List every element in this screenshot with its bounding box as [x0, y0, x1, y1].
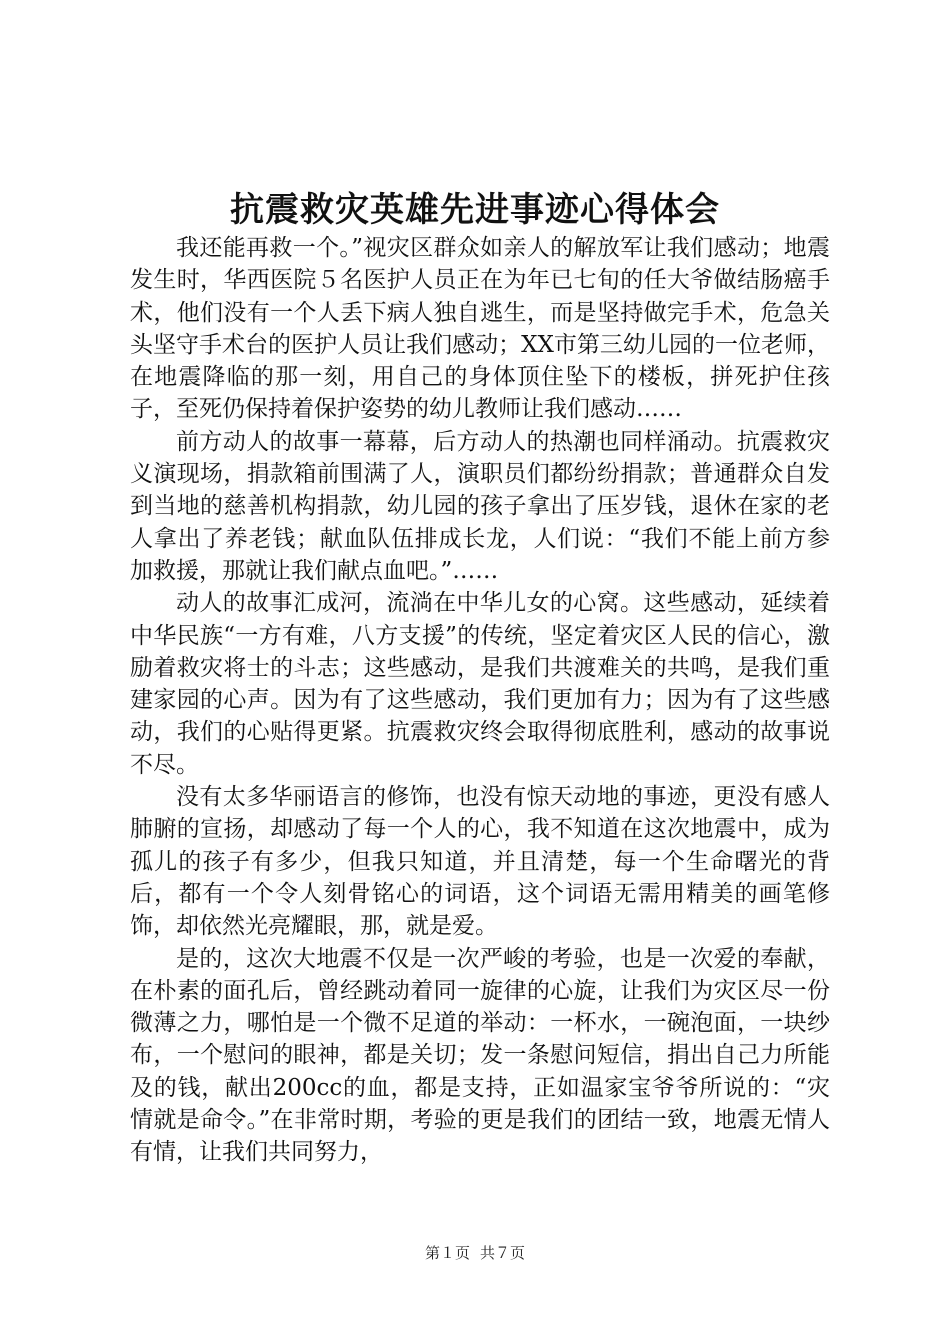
paragraph-2: 前方动人的故事一幕幕，后方动人的热潮也同样涌动。抗震救灾义演现场，捐款箱前围满了人，演职员们都纷纷捐款；普通群众自发到当地的慈善机构捐款，幼儿园的孩子拿出了压岁钱，退休在家的老人拿出了养老钱；献血队伍排成长龙，人们说：“我们不能上前方参加救援，那就让我们献点血吧。”……: [130, 428, 830, 584]
paragraph-4: 没有太多华丽语言的修饰，也没有惊天动地的事迹，更没有感人肺腑的宣扬，却感动了每一个人的心，我不知道在这次地震中，成为孤儿的孩子有多少，但我只知道，并且清楚，每一个生命曙光的背后，都有一个令人刻骨铭心的词语，这个词语无需用精美的画笔修饰，却依然光亮耀眼，那，就是爱。: [130, 784, 830, 940]
paragraph-3: 动人的故事汇成河，流淌在中华儿女的心窝。这些感动，延续着中华民族“一方有难，八方支援”的传统，坚定着灾区人民的信心，激励着救灾将士的斗志；这些感动，是我们共渡难关的共鸣，是我们重建家园的心声。因为有了这些感动，我们更加有力；因为有了这些感动，我们的心贴得更紧。抗震救灾终会取得彻底胜利，感动的故事说不尽。: [130, 590, 830, 778]
paragraph-1: 我还能再救一个。”视灾区群众如亲人的解放军让我们感动；地震发生时，华西医院５名医护人员正在为年已七旬的任大爷做结肠癌手术，他们没有一个人丢下病人独自逃生，而是坚持做完手术，危急关头坚守手术台的医护人员让我们感动；XX市第三幼儿园的一位老师，在地震降临的那一刻，用自己的身体顶住坠下的楼板，拼死护住孩子，至死仍保持着保护姿势的幼儿教师让我们感动……: [130, 235, 830, 423]
page-footer: [0, 1243, 950, 1263]
page-number: 第１页: [424, 1244, 470, 1262]
document-body: [130, 232, 830, 1169]
page-total: 共７页: [480, 1244, 526, 1262]
paragraph-5: 是的，这次大地震不仅是一次严峻的考验，也是一次爱的奉献，在朴素的面孔后，曾经跳动着同一旋律的心旋，让我们为灾区尽一份微薄之力，哪怕是一个微不足道的举动：一杯水，一碗泡面，一块纱布，一个慰问的眼神，都是关切；发一条慰问短信，捐出自己力所能及的钱，献出200cc的血，都是支持，正如温家宝爷爷所说的：“灾情就是命令。”在非常时期，考验的更是我们的团结一致，地震无情人有情，让我们共同努力，: [130, 945, 830, 1166]
document-title: 抗震救灾英雄先进事迹心得体会: [230, 190, 720, 230]
